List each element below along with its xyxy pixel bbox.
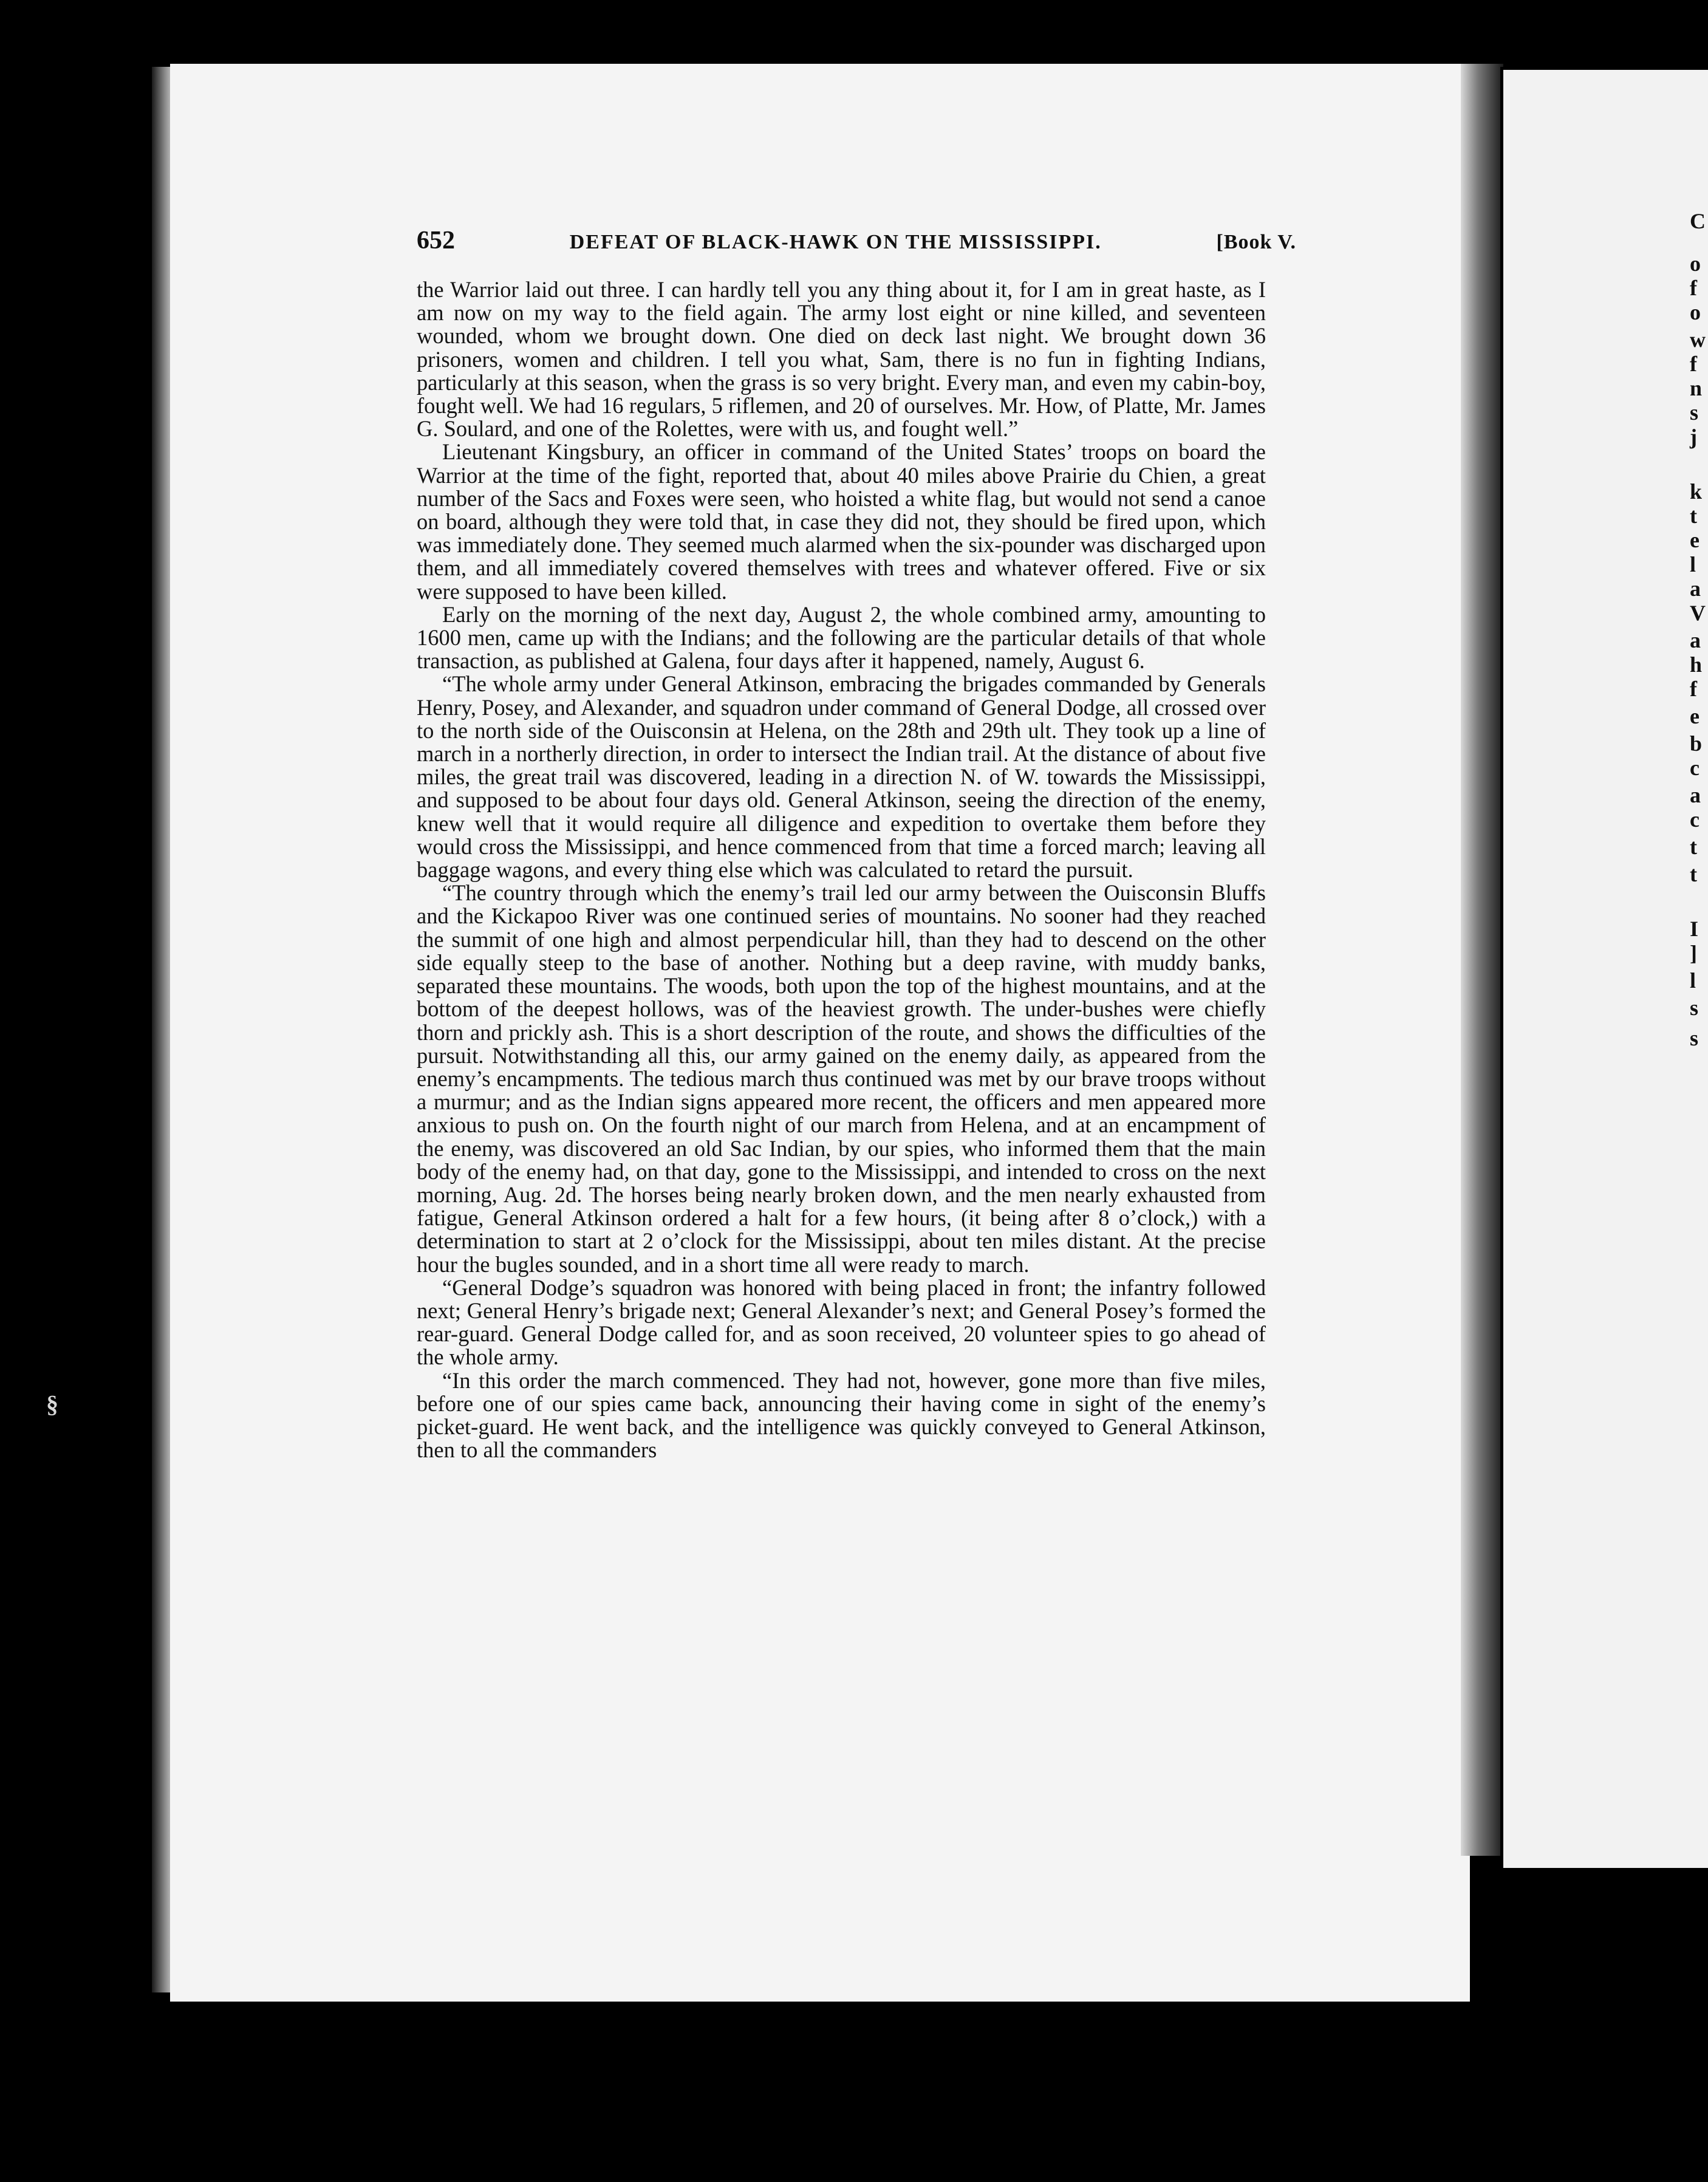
- facing-page-fragment: t: [1690, 835, 1697, 859]
- facing-page-fragment: f: [1690, 677, 1697, 701]
- paragraph: Lieutenant Kingsbury, an officer in command of the United States’ troops on board the Warrior at the time of the fight, reported that, about 40 miles above Prairie du Chien, a great number of the Sacs and Foxes were seen, who hoisted a white flag, but would not send a canoe on board, although they were told that, in case they did not, they should be fired upon, which was immediately done. They seemed much alarmed when the six-pounder was discharged upon them, and all immediately covered themselves with trees and whatever offered. Five or six were supposed to have been killed.: [417, 439, 1266, 604]
- paragraph: “The whole army under General Atkinson, embracing the brigades commanded by Generals Henry, Posey, and Alexander, and squadron under command of General Dodge, all crossed over to the north side of the Ouisconsin at Helena, on the 28th and 29th ult. They took up a line of march in a northerly direction, in order to intersect the Indian trail. At the distance of about five miles, the great trail was discovered, leading in a direction N. of W. towards the Mississippi, and supposed to be about four days old. General Atkinson, seeing the direction of the enemy, knew well that it would require all diligence and expedition to overtake them before they would cross the Mississippi, and hence commenced from that time a forced march; leaving all baggage wagons, and every thing else which was calculated to retard the pursuit.: [417, 671, 1266, 883]
- facing-page-fragment: j: [1690, 425, 1697, 449]
- gutter-shadow: [1461, 64, 1503, 1856]
- facing-page-fragment: s: [1690, 996, 1699, 1020]
- facing-page-fragment: a: [1690, 783, 1701, 807]
- facing-page-fragment: s: [1690, 1026, 1699, 1050]
- facing-page-fragment: c: [1690, 756, 1699, 780]
- facing-page-fragment: f: [1690, 352, 1697, 376]
- paragraph: “General Dodge’s squadron was honored with being placed in front; the infantry followed next; General Henry’s brigade next; General Alexander’s next; and General Posey’s formed the rear-guard. General Dodge called for, and as soon received, 20 volunteer spies to go ahead of the whole army.: [417, 1274, 1266, 1370]
- facing-page-fragment: C: [1690, 209, 1706, 233]
- facing-page-fragment: b: [1690, 731, 1703, 756]
- body-text: [417, 278, 1266, 1462]
- paragraph: “In this order the march commenced. They had not, however, gone more than five miles, before one of our spies came back, announcing their having come in sight of the enemy’s picket-guard. He went back, and the intelligence was quickly conveyed to General Atkinson, then to all the commanders: [417, 1367, 1266, 1463]
- facing-page-fragment: k: [1690, 479, 1703, 504]
- facing-page-fragment: a: [1690, 576, 1701, 601]
- facing-page-fragment: t: [1690, 862, 1697, 886]
- paragraph: the Warrior laid out three. I can hardly tell you any thing about it, for I am in great haste, as I am now on my way to the field again. The army lost eight or nine killed, and seventeen wounded, whom we brought down. One died on deck last night. We brought down 36 prisoners, women and children. I tell you what, Sam, there is no fun in fighting Indians, particularly at this season, when the grass is so very bright. Every man, and even my cabin-boy, fought well. We had 16 regulars, 5 riflemen, and 20 of ourselves. Mr. How, of Platte, Mr. James G. Soulard, and one of the Rolettes, were with us, and fought well.”: [417, 277, 1266, 442]
- running-head: [417, 226, 1296, 256]
- facing-page-fragment: o: [1690, 300, 1701, 324]
- facing-page-fragment: f: [1690, 276, 1697, 300]
- facing-page-fragment: s: [1690, 400, 1699, 425]
- book-label: [Book V.: [1216, 231, 1296, 253]
- facing-page-fragment: h: [1690, 652, 1703, 677]
- margin-mark: §: [46, 1390, 58, 1418]
- facing-page-fragment: I: [1690, 917, 1699, 941]
- facing-page-fragment: l: [1690, 552, 1696, 576]
- facing-page-fragment: a: [1690, 628, 1701, 652]
- facing-page-fragment: w: [1690, 327, 1706, 352]
- facing-page-fragment: t: [1690, 504, 1697, 528]
- page-title: DEFEAT OF BLACK-HAWK ON THE MISSISSIPPI.: [569, 231, 1102, 253]
- paragraph: “The country through which the enemy’s trail led our army between the Ouisconsin Bluffs and the Kickapoo River was one continued series of mountains. No sooner had they reached the summit of one high and almost perpendicular hill, than they had to descend on the other side equally steep to the base of another. Nothing but a deep ravine, with muddy banks, separated these mountains. The woods, both upon the top of the highest mountains, and at the bottom of the deepest hollows, was of the heaviest growth. The under-bushes were chiefly thorn and prickly ash. This is a short description of the route, and shows the difficulties of the pursuit. Notwithstanding all this, our army gained on the enemy daily, as appeared from the enemy’s encampments. The tedious march thus continued was met by our brave troops without a murmur; and as the Indian signs appeared more recent, the officers and men appeared more anxious to push on. On the fourth night of our march from Helena, and at an encampment of the enemy, was discovered an old Sac Indian, by our spies, who informed them that the main body of the enemy had, on that day, gone to the Mississippi, and intended to cross on the next morning, Aug. 2d. The horses being nearly broken down, and the men nearly exhausted from fatigue, General Atkinson ordered a halt for a few hours, (it being after 8 o’clock,) with a determination to start at 2 o’clock for the Mississippi, about ten miles distant. At the precise hour the bugles sounded, and in a short time all were ready to march.: [417, 880, 1266, 1277]
- paragraph: Early on the morning of the next day, August 2, the whole combined army, amounting to 1600 men, came up with the Indians; and the following are the particular details of that whole transaction, as published at Galena, four days after it happened, namely, August 6.: [417, 601, 1266, 674]
- facing-page-fragment: n: [1690, 376, 1703, 400]
- facing-page-fragment: l: [1690, 968, 1696, 993]
- facing-page-fragment: e: [1690, 704, 1699, 728]
- facing-page-fragment: ]: [1690, 941, 1697, 965]
- facing-page-fragment: c: [1690, 807, 1699, 832]
- facing-page-fragment: V: [1690, 601, 1706, 625]
- page-number: 652: [417, 227, 455, 255]
- facing-page-fragment: o: [1690, 251, 1701, 276]
- facing-page-fragment: e: [1690, 528, 1699, 552]
- facing-page: [1503, 70, 1708, 1868]
